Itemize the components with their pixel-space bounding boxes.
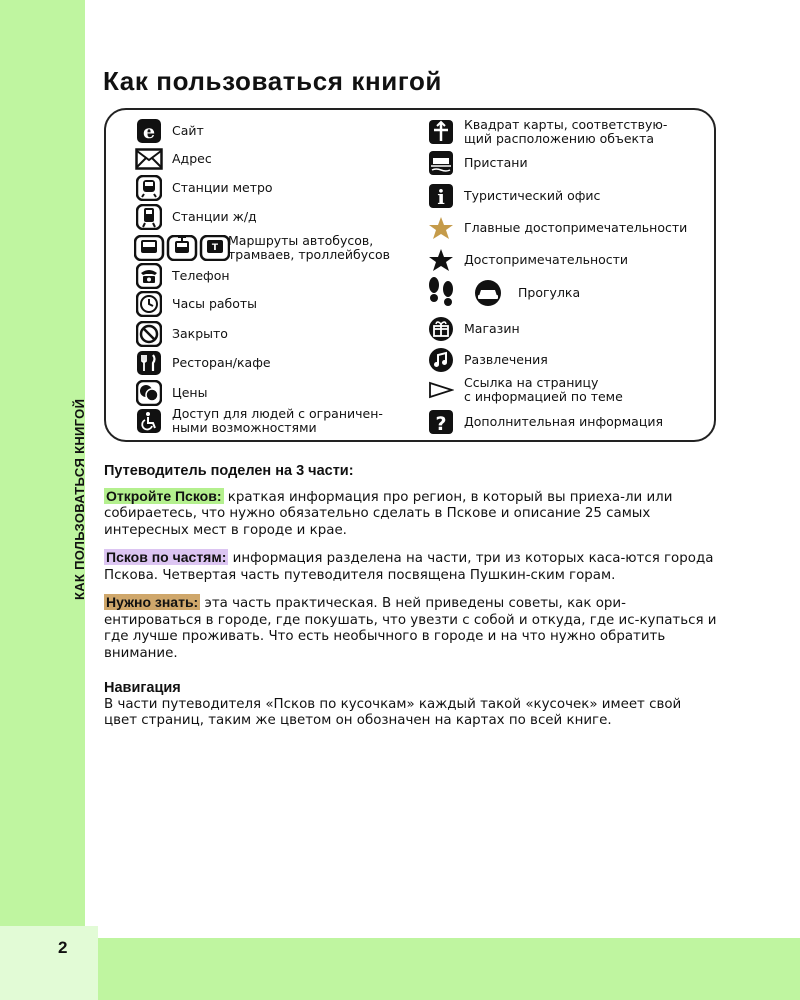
legend-item-main-sights: Главные достопримечательности: [426, 215, 687, 241]
page-title: Как пользоваться книгой: [103, 66, 443, 96]
map-square-icon: [426, 119, 456, 145]
closed-icon: [134, 321, 164, 347]
train-icon: [134, 204, 164, 230]
bus-tram-trolley-icons: [134, 235, 230, 261]
restaurant-icon: [134, 350, 164, 376]
phone-icon: [134, 263, 164, 289]
envelope-icon: [134, 146, 164, 172]
trolleybus-icon: [201, 236, 229, 260]
svg-text:i: i: [437, 185, 445, 209]
wheelchair-icon: [134, 408, 164, 434]
navigation-text: В части путеводителя «Псков по кусочкам» каждый такой «кусочек» имеет свой цвет страниц, таким же цветом он обозначен на картах по всей книге.: [104, 696, 682, 728]
navigation-heading: Навигация: [104, 680, 181, 696]
legend-item-railway: Станции ж/д: [134, 204, 257, 230]
car-icon: [475, 280, 501, 306]
part-pskov-by-parts: Псков по частям: информация разделена на части, три из которых каса-ются города Пскова. Четвертая часть путеводителя посвящена Пушкин-ским горам.: [104, 549, 714, 583]
legend-item-prices: Цены: [134, 380, 207, 406]
bottom-band: [0, 938, 800, 1000]
legend-item-address: Адрес: [134, 146, 212, 172]
guide-description: [104, 463, 718, 740]
clock-icon: [134, 291, 164, 317]
legend-item-website: e Сайт: [134, 118, 204, 144]
black-star-icon: [426, 247, 456, 273]
legend-item-phone: Телефон: [134, 263, 230, 289]
pier-icon: [426, 150, 456, 176]
info-icon: [426, 183, 456, 209]
coins-icon: [134, 380, 164, 406]
legend-item-walk: Прогулка: [426, 280, 580, 306]
metro-icon: [134, 175, 164, 201]
walk-car-icons: [426, 280, 508, 306]
gold-star-icon: [426, 215, 456, 241]
legend-item-hours: Часы работы: [134, 291, 257, 317]
legend-item-shop: Магазин: [426, 316, 520, 342]
tram-icon: [168, 236, 196, 260]
question-icon: [426, 409, 456, 435]
part-need-to-know: Нужно знать: эта часть практическая. В ней приведены советы, как ори-ентироваться в городе, где покушать, что увезти с собой и откуда, где ис-купаться и где лучше проживать. Что есть необычного в городе и на что нужно обратить внимание.: [104, 594, 717, 661]
legend-item-restaurant: Ресторан/кафе: [134, 350, 271, 376]
page-link-icon: [426, 377, 456, 403]
page-number: 2: [58, 938, 68, 957]
legend-item-routes: T Маршруты автобусов, трамваев, троллейбусов: [134, 234, 390, 262]
page-number-box: [0, 926, 98, 1000]
legend-item-tourist-office: i Туристический офис: [426, 183, 600, 209]
part-open-pskov: Откройте Псков: краткая информация про регион, в который вы приеха-ли или собираетесь, что нужно обязательно сделать в Пскове и описание 25 самых интересных мест в городе и крае.: [104, 487, 673, 538]
bus-icon: [135, 236, 163, 260]
svg-text:?: ?: [435, 413, 447, 435]
legend-item-accessibility: Доступ для людей с ограничен- ными возможностями: [134, 407, 383, 435]
legend-item-metro: Станции метро: [134, 175, 273, 201]
website-icon: [134, 118, 164, 144]
legend-item-map-square: Квадрат карты, соответствую- щий расположению объекта: [426, 118, 667, 146]
svg-text:T: T: [211, 243, 219, 253]
legend-item-sights: Достопримечательности: [426, 247, 628, 273]
footsteps-icon: [429, 277, 453, 306]
svg-text:e: e: [142, 121, 156, 143]
part-label-tan: Нужно знать:: [106, 594, 199, 610]
icon-legend: [104, 108, 716, 442]
parts-heading: Путеводитель поделен на 3 части:: [104, 463, 354, 479]
gift-icon: [426, 316, 456, 342]
side-section-label: КАК ПОЛЬЗОВАТЬСЯ КНИГОЙ: [72, 398, 87, 600]
legend-item-pier: Пристани: [426, 150, 528, 176]
music-icon: [426, 347, 456, 373]
part-label-purple: Псков по частям:: [106, 549, 227, 565]
part-label-green: Откройте Псков:: [106, 487, 222, 504]
legend-item-page-link: Ссылка на страницу с информацией по теме: [426, 376, 623, 404]
legend-item-extra-info: ? Дополнительная информация: [426, 409, 663, 435]
legend-item-entertainment: Развлечения: [426, 347, 548, 373]
legend-item-closed: Закрыто: [134, 321, 228, 347]
